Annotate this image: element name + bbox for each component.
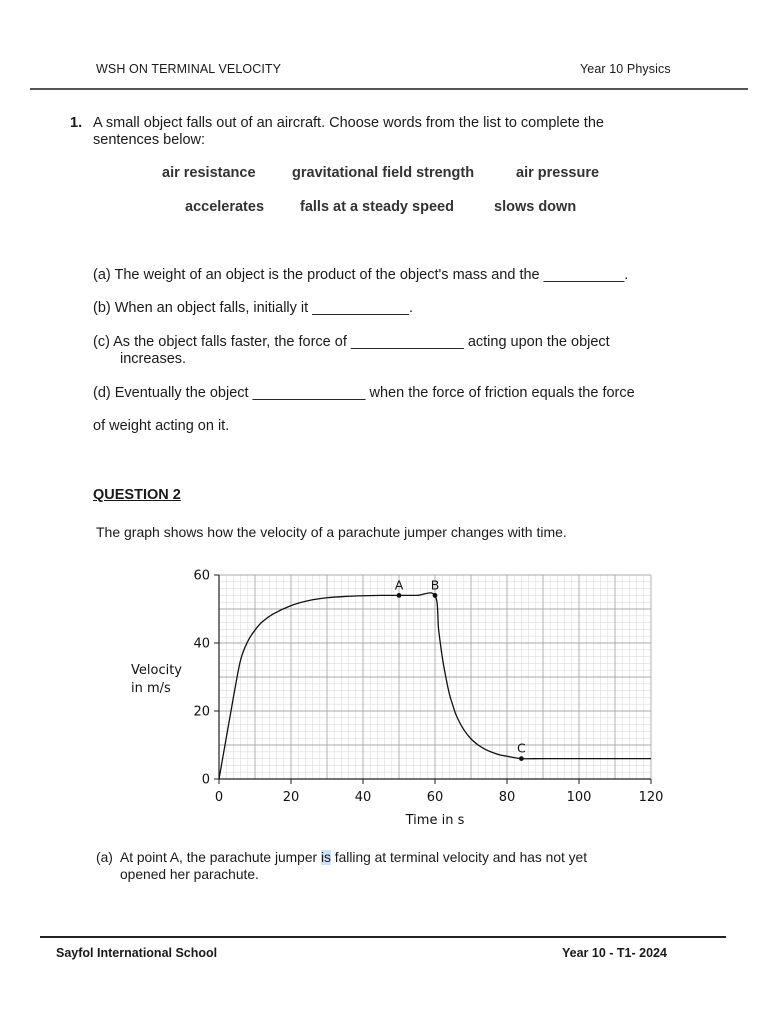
term-label: Year 10 - T1- 2024 bbox=[562, 946, 667, 960]
part-a-line1 bbox=[120, 849, 587, 866]
x-tick-label: 100 bbox=[566, 790, 592, 805]
y-tick-label: 0 bbox=[201, 772, 210, 788]
x-tick-label: 60 bbox=[426, 790, 444, 805]
point-a-marker bbox=[397, 593, 402, 598]
word-bank-item: accelerates bbox=[185, 199, 265, 215]
question-1-number: 1. bbox=[70, 115, 83, 131]
school-name: Sayfol International School bbox=[56, 946, 218, 960]
word-bank-item: slows down bbox=[494, 199, 577, 215]
y-axis-label-line1: Velocity bbox=[131, 663, 182, 678]
word-bank-item: falls at a steady speed bbox=[300, 199, 454, 215]
y-tick-label: 20 bbox=[193, 704, 210, 720]
question-2-title: QUESTION 2 bbox=[93, 487, 181, 503]
part-a-number: (a) bbox=[96, 850, 113, 865]
y-axis-label-line2: in m/s bbox=[131, 681, 171, 696]
point-c-label: C bbox=[517, 740, 526, 756]
part-a-line2: opened her parachute. bbox=[120, 867, 259, 882]
question-1-intro-line2: sentences below: bbox=[93, 132, 206, 148]
x-tick-label: 20 bbox=[282, 790, 300, 805]
x-tick-label: 40 bbox=[354, 790, 372, 805]
selected-text[interactable]: is bbox=[320, 850, 331, 865]
point-c-marker bbox=[519, 756, 524, 761]
x-tick-label: 0 bbox=[214, 790, 224, 805]
part-a-text-after: falling at terminal velocity and has not yet bbox=[330, 850, 588, 865]
question-1d-continued: of weight acting on it. bbox=[93, 418, 230, 434]
class-label: Year 10 Physics bbox=[580, 62, 671, 76]
graph-intro: The graph shows how the velocity of a parachute jumper changes with time. bbox=[96, 524, 567, 540]
question-1d: (d) Eventually the object ______________ when the force of friction equals the force bbox=[93, 385, 635, 401]
x-tick-label: 80 bbox=[498, 790, 516, 805]
question-1a: (a) The weight of an object is the product of the object's mass and the __________. bbox=[93, 267, 629, 283]
question-1c-continued: increases. bbox=[120, 351, 187, 367]
point-b-marker bbox=[433, 593, 438, 598]
point-b-label: B bbox=[430, 577, 440, 593]
y-tick-label: 40 bbox=[193, 636, 210, 652]
x-axis-label: Time in s bbox=[405, 813, 465, 828]
y-tick-label: 60 bbox=[193, 568, 210, 584]
part-a-text-before: At point A, the parachute jumper bbox=[120, 850, 321, 865]
worksheet-title: WSH ON TERMINAL VELOCITY bbox=[96, 62, 282, 76]
word-bank-item: air resistance bbox=[162, 165, 256, 181]
word-bank-item: gravitational field strength bbox=[292, 165, 475, 181]
word-bank-item: air pressure bbox=[516, 165, 600, 181]
question-1c: (c) As the object falls faster, the force of ______________ acting upon the object bbox=[93, 334, 610, 350]
x-tick-label: 120 bbox=[638, 790, 664, 805]
footer-divider bbox=[40, 936, 726, 938]
point-a-label: A bbox=[394, 577, 404, 593]
question-1b: (b) When an object falls, initially it ____________. bbox=[93, 300, 413, 316]
question-1-intro-line1: A small object falls out of an aircraft. Choose words from the list to complete the bbox=[93, 115, 604, 131]
